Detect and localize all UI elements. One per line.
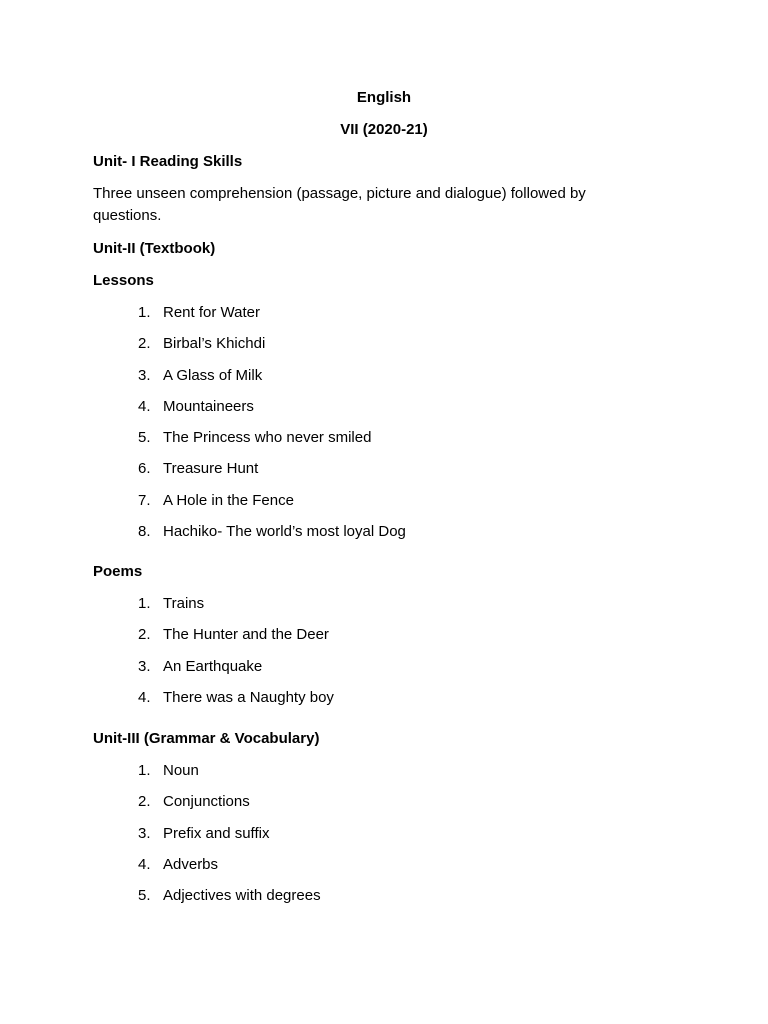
list-number: 1. [138,304,151,321]
list-number: 4. [138,855,151,873]
list-number: 4. [138,397,151,415]
list-item [0,492,768,523]
poems-list [0,595,768,720]
lessons-list [0,304,768,554]
list-number: 1. [138,595,151,612]
list-text: The Princess who never smiled [163,429,372,447]
unit3-heading: Unit-III (Grammar & Vocabulary) [93,730,320,747]
list-number: 3. [138,824,151,842]
list-text: Rent for Water [163,304,260,321]
list-item [0,626,768,657]
list-item [0,335,768,366]
unit1-description: Three unseen comprehension (passage, picture and dialogue) followed by questions. [93,185,586,224]
list-item [0,793,768,824]
list-number: 8. [138,523,151,541]
list-number: 5. [138,887,151,905]
unit1-heading: Unit- I Reading Skills [93,153,243,170]
list-item [0,825,768,856]
list-item [0,887,768,918]
list-text: Trains [163,595,205,612]
list-item [0,595,768,626]
poems-heading: Poems [93,563,143,580]
list-text: Treasure Hunt [163,460,259,478]
list-text: There was a Naughty boy [163,688,334,706]
list-number: 3. [138,366,151,384]
document-title: English [356,89,412,106]
list-number: 2. [138,626,151,644]
list-text: Noun [163,762,199,779]
list-item [0,856,768,887]
list-number: 1. [138,762,151,779]
list-number: 4. [138,688,151,706]
list-text: Adverbs [163,855,219,873]
list-number: 2. [138,793,151,811]
list-text: A Glass of Milk [163,366,263,384]
list-text: An Earthquake [163,657,263,675]
list-text: The Hunter and the Deer [163,626,329,644]
list-number: 6. [138,460,151,478]
list-text: A Hole in the Fence [163,491,294,509]
list-text: Adjectives with degrees [163,887,321,905]
document-subtitle: VII (2020-21) [340,121,428,138]
list-item [0,658,768,689]
list-item [0,367,768,398]
list-item [0,689,768,720]
list-item [0,523,768,554]
lessons-heading: Lessons [93,272,154,289]
list-text: Hachiko- The world’s most loyal Dog [163,523,406,541]
list-text: Birbal’s Khichdi [163,335,266,353]
list-number: 2. [138,335,151,353]
list-item [0,304,768,335]
list-number: 5. [138,429,151,447]
list-text: Mountaineers [163,397,254,415]
list-text: Prefix and suffix [163,824,270,842]
list-item [0,398,768,429]
list-item [0,460,768,491]
grammar-list [0,762,768,918]
list-item [0,762,768,793]
list-number: 7. [138,491,151,509]
list-number: 3. [138,657,151,675]
list-text: Conjunctions [163,793,250,811]
unit2-heading: Unit-II (Textbook) [93,240,216,257]
list-item [0,429,768,460]
